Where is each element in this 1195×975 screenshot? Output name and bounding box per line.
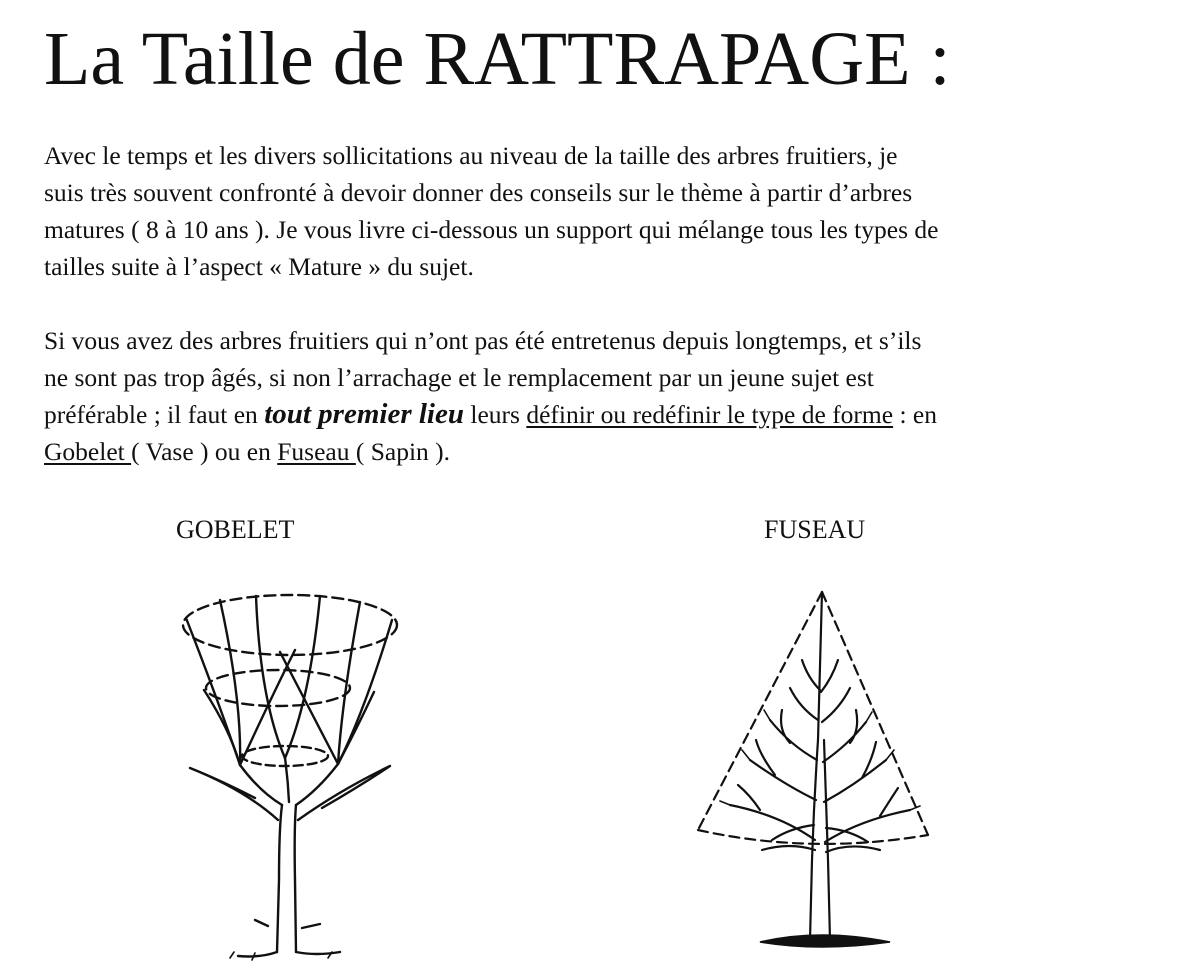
intro-paragraph (44, 137, 938, 285)
paragraph-line: Si vous avez des arbres fruitiers qui n’ont pas été entretenus depuis longtemps, et s’ils (44, 326, 922, 355)
advice-paragraph (44, 322, 937, 470)
fuseau-underlined: Fuseau (277, 437, 356, 466)
paragraph-line: matures ( 8 à 10 ans ). Je vous livre ci-dessous un support qui mélange tous les types de (44, 215, 939, 244)
page-title: La Taille de RATTRAPAGE : (44, 17, 951, 101)
text-segment: leurs (463, 400, 527, 429)
spindle-shaped-tree-illustration (690, 580, 940, 955)
text-segment: préférable ; il faut en (44, 400, 265, 429)
gobelet-underlined: Gobelet (44, 437, 132, 466)
paragraph-line: ne sont pas trop âgés, si non l’arrachage et le remplacement par un jeune sujet est (44, 363, 874, 392)
paragraph-line (44, 433, 937, 470)
trunk (277, 805, 296, 952)
crown-ring-middle (206, 670, 350, 706)
text-segment: : en (893, 400, 937, 429)
trunk (810, 592, 830, 940)
crown-ring-top (183, 595, 397, 655)
vase-shaped-tree-illustration (160, 580, 420, 970)
ground (760, 935, 890, 947)
text-segment: ( Sapin ). (355, 437, 451, 466)
fuseau-label: FUSEAU (764, 515, 866, 544)
paragraph-line: tailles suite à l’aspect « Mature » du sujet. (44, 252, 474, 281)
emphasized-text: tout premier lieu (264, 398, 464, 430)
paragraph-line (44, 396, 937, 433)
paragraph-line: suis très souvent confronté à devoir donner des conseils sur le thème à partir d’arbres (44, 178, 913, 207)
paragraph-line: Avec le temps et les divers sollicitations au niveau de la taille des arbres fruitiers, je (44, 141, 898, 170)
underlined-text: définir ou redéfinir le type de forme (526, 400, 894, 429)
gobelet-label: GOBELET (176, 515, 295, 544)
text-segment: ( Vase ) ou en (131, 437, 278, 466)
